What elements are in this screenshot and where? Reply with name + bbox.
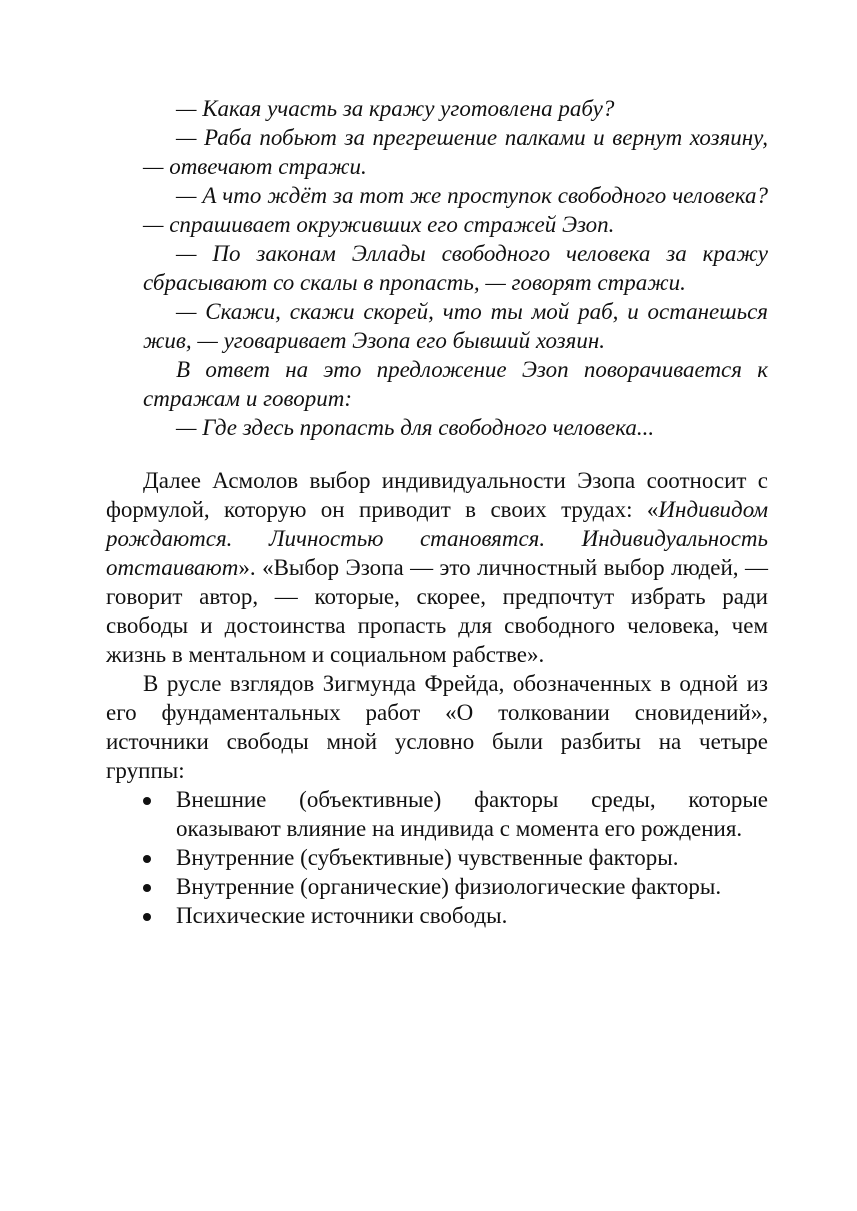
dialogue-line: — Скажи, скажи скорей, что ты мой раб, и останешься жив, — уговаривает Эзопа его бывший хозяин.: [143, 299, 768, 353]
dialogue-line: — Раба побьют за прегрешение палками и вернут хозяину, — отвечают стражи.: [143, 125, 768, 179]
list-item: [106, 872, 768, 901]
list-item: [106, 901, 768, 930]
freedom-sources-list: [106, 785, 768, 930]
list-item: [106, 785, 768, 843]
paragraph-asmolov: [106, 466, 768, 669]
list-item-text: Психические источники свободы.: [176, 903, 508, 928]
dialogue-narration: В ответ на это предложение Эзоп поворачивается к стражам и говорит:: [143, 357, 768, 411]
paragraph-freud: В русле взглядов Зигмунда Фрейда, обозначенных в одной из его фундаментальных работ «О толковании сновидений», источники свободы мной условно были разбиты на четыре группы:: [106, 671, 768, 783]
list-item-text: Внутренние (органические) физиологические факторы.: [176, 874, 722, 899]
bullet-icon: [143, 884, 151, 892]
dialogue-line: — Где здесь пропасть для свободного человека...: [176, 415, 655, 440]
aesop-dialogue: [143, 94, 768, 442]
list-item-text: Внутренние (субъективные) чувственные факторы.: [176, 845, 679, 870]
paragraph-intro: Далее Асмолов выбор индивидуальности Эзопа соотносит с формулой, которую он приводит в своих трудах: «: [106, 468, 768, 522]
body-text: [106, 466, 768, 930]
list-item: [106, 843, 768, 872]
list-item-text: Внешние (объективные) факторы среды, которые оказывают влияние на индивида с момента его рождения.: [176, 787, 768, 841]
bullet-icon: [143, 913, 151, 921]
dialogue-line: — А что ждёт за тот же проступок свободного человека? — спрашивает окруживших его стражей Эзоп.: [143, 183, 768, 237]
dialogue-line: — Какая участь за кражу уготовлена рабу?: [176, 96, 615, 121]
dialogue-line: — По законам Эллады свободного человека за кражу сбрасывают со скалы в пропасть, — говорят стражи.: [143, 241, 768, 295]
bullet-icon: [143, 855, 151, 863]
asmolov-formula-quote: Индивидом рождаются. Личностью становятся. Индивидуальность отстаивают: [106, 497, 768, 580]
paragraph-outro: ». «Выбор Эзопа — это личностный выбор людей, — говорит автор, — которые, скорее, предпочтут избрать ради свободы и достоинства пропасть для свободного человека, чем жизнь в ментальном и социальном рабстве».: [106, 555, 768, 667]
bullet-icon: [143, 797, 151, 805]
